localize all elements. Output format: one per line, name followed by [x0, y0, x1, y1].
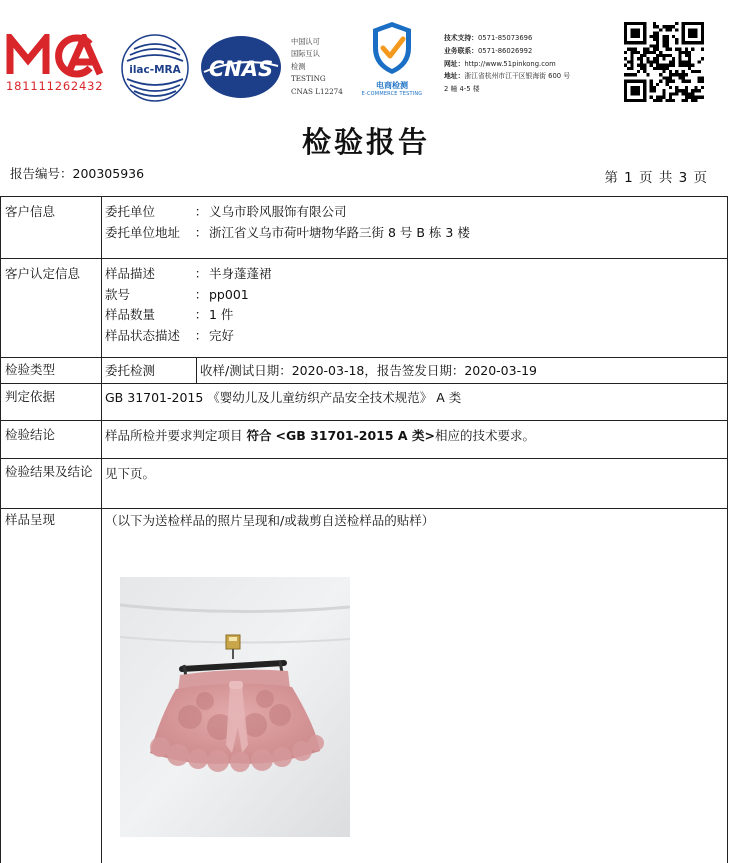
row-label: 客户认定信息 [5, 266, 81, 281]
qr-code-icon [624, 22, 704, 106]
sample-photo [120, 577, 350, 837]
row-label: 样品呈现 [5, 512, 56, 527]
basis-value: GB 31701-2015 《婴幼儿及儿童纺织产品安全技术规范》 A 类 [105, 390, 462, 405]
contact-key: 网址： [444, 59, 465, 68]
conclusion-prefix: 样品所检并要求判定项目 [105, 428, 243, 443]
conclusion-suffix: 相应的技术要求。 [434, 428, 535, 443]
conclusion-standard: <GB 31701-2015 A 类> [275, 428, 435, 443]
row-sample [1, 509, 727, 863]
contact-value: 0571-86026992 [477, 46, 533, 55]
qr-code-graphic [624, 22, 704, 102]
row-label: 检验类型 [5, 362, 56, 377]
cma-mark-icon [6, 34, 110, 78]
field-value: pp001 [209, 286, 249, 302]
row-label: 客户信息 [5, 204, 56, 219]
cnas-line: 国际互认 [291, 49, 320, 59]
field-value: 1 件 [209, 307, 234, 322]
cnas-line: TESTING [291, 74, 326, 84]
row-confirmed-info [1, 259, 727, 358]
contact-line [444, 70, 570, 83]
field-value: 完好 [209, 327, 235, 343]
ilac-mra-logo [120, 33, 190, 107]
kv-sample-desc [105, 264, 272, 285]
ecommerce-testing-logo [356, 20, 428, 97]
report-table [0, 196, 728, 863]
field-colon: ： [194, 307, 208, 322]
report-number: 报告编号：200305936 [10, 166, 145, 181]
field-key: 委托单位 [105, 204, 156, 219]
contact-key: 技术支持： [444, 34, 478, 42]
kv-sample-state [105, 326, 272, 347]
field-colon: ： [194, 327, 208, 343]
cnas-line: 检测 [291, 61, 306, 71]
row-basis [1, 384, 727, 421]
contact-value: 0571-85073696 [477, 34, 533, 42]
kv-sample-qty [105, 305, 272, 326]
field-colon: ： [194, 225, 208, 240]
field-key: 委托单位地址 [105, 225, 181, 240]
contact-line [444, 32, 570, 45]
field-colon: ： [194, 204, 208, 219]
kv-style-no [105, 285, 272, 306]
field-colon: ： [194, 286, 208, 302]
page-indicator: 第 1 页 共 3 页 [604, 170, 708, 186]
contact-value: 2 幢 4-5 楼 [444, 85, 480, 94]
field-value: 浙江省义乌市荷叶塘物华路三街 8 号 B 栋 3 楼 [209, 225, 470, 240]
sample-note: （以下为送检样品的照片呈现和/或裁剪自送检样品的贴样） [105, 513, 435, 528]
kv-client-address [105, 222, 470, 243]
row-client-info [1, 197, 727, 259]
conclusion-value [105, 425, 535, 446]
confirmed-info-values [105, 264, 272, 346]
conclusion-verdict: 符合 [246, 428, 272, 443]
cnas-line: 中国认可 [291, 37, 320, 46]
field-colon: ： [194, 266, 208, 281]
ecommerce-cn-label: 电商检测 [376, 81, 408, 90]
row-label: 检验结果及结论 [5, 464, 93, 479]
field-key: 样品数量 [105, 307, 156, 322]
document-title: 检验报告 [301, 125, 430, 159]
cnas-logo [198, 34, 284, 104]
field-value: 义乌市聆风服饰有限公司 [209, 204, 347, 219]
field-key: 款号 [105, 286, 131, 302]
row-label: 检验结论 [5, 427, 56, 442]
contact-value: 浙江省杭州市江干区银海街 600 号 [464, 72, 571, 81]
ecommerce-en-label: E-COMMERCE TESTING [361, 91, 423, 97]
row-conclusion [1, 421, 727, 459]
cnas-accreditation-text [291, 36, 343, 98]
row-test-type [1, 358, 727, 384]
results-value: 见下页。 [105, 466, 156, 481]
skirt-photo-image [120, 577, 350, 837]
test-dates: 收样/测试日期：2020-03-18，报告签发日期：2020-03-19 [200, 363, 538, 378]
contact-line [444, 45, 570, 58]
ilac-globe-icon [120, 33, 190, 103]
test-type-value: 委托检测 [105, 363, 156, 378]
contact-info [444, 32, 570, 96]
contact-key: 业务联系： [444, 46, 478, 55]
client-info-values [105, 201, 470, 243]
contact-line [444, 58, 570, 71]
contact-key: 地址： [444, 72, 465, 81]
field-value: 半身蓬蓬裙 [209, 266, 272, 281]
svg-text:CNAS: CNAS [208, 57, 274, 81]
header-logos [0, 0, 732, 118]
field-key: 样品描述 [105, 266, 156, 281]
cma-number: 181111262432 [6, 79, 104, 93]
cma-logo [6, 34, 110, 93]
contact-line [444, 83, 570, 96]
shield-check-icon [369, 20, 415, 76]
row-results [1, 459, 727, 509]
row-label: 判定依据 [5, 389, 56, 404]
svg-text:ilac-MRA: ilac-MRA [129, 64, 181, 76]
field-key: 样品状态描述 [105, 327, 181, 343]
contact-value: http://www.51pinkong.com [464, 59, 556, 68]
cnas-mark-icon [198, 34, 284, 100]
cnas-line: CNAS L12274 [291, 86, 343, 96]
kv-client-name [105, 201, 470, 222]
